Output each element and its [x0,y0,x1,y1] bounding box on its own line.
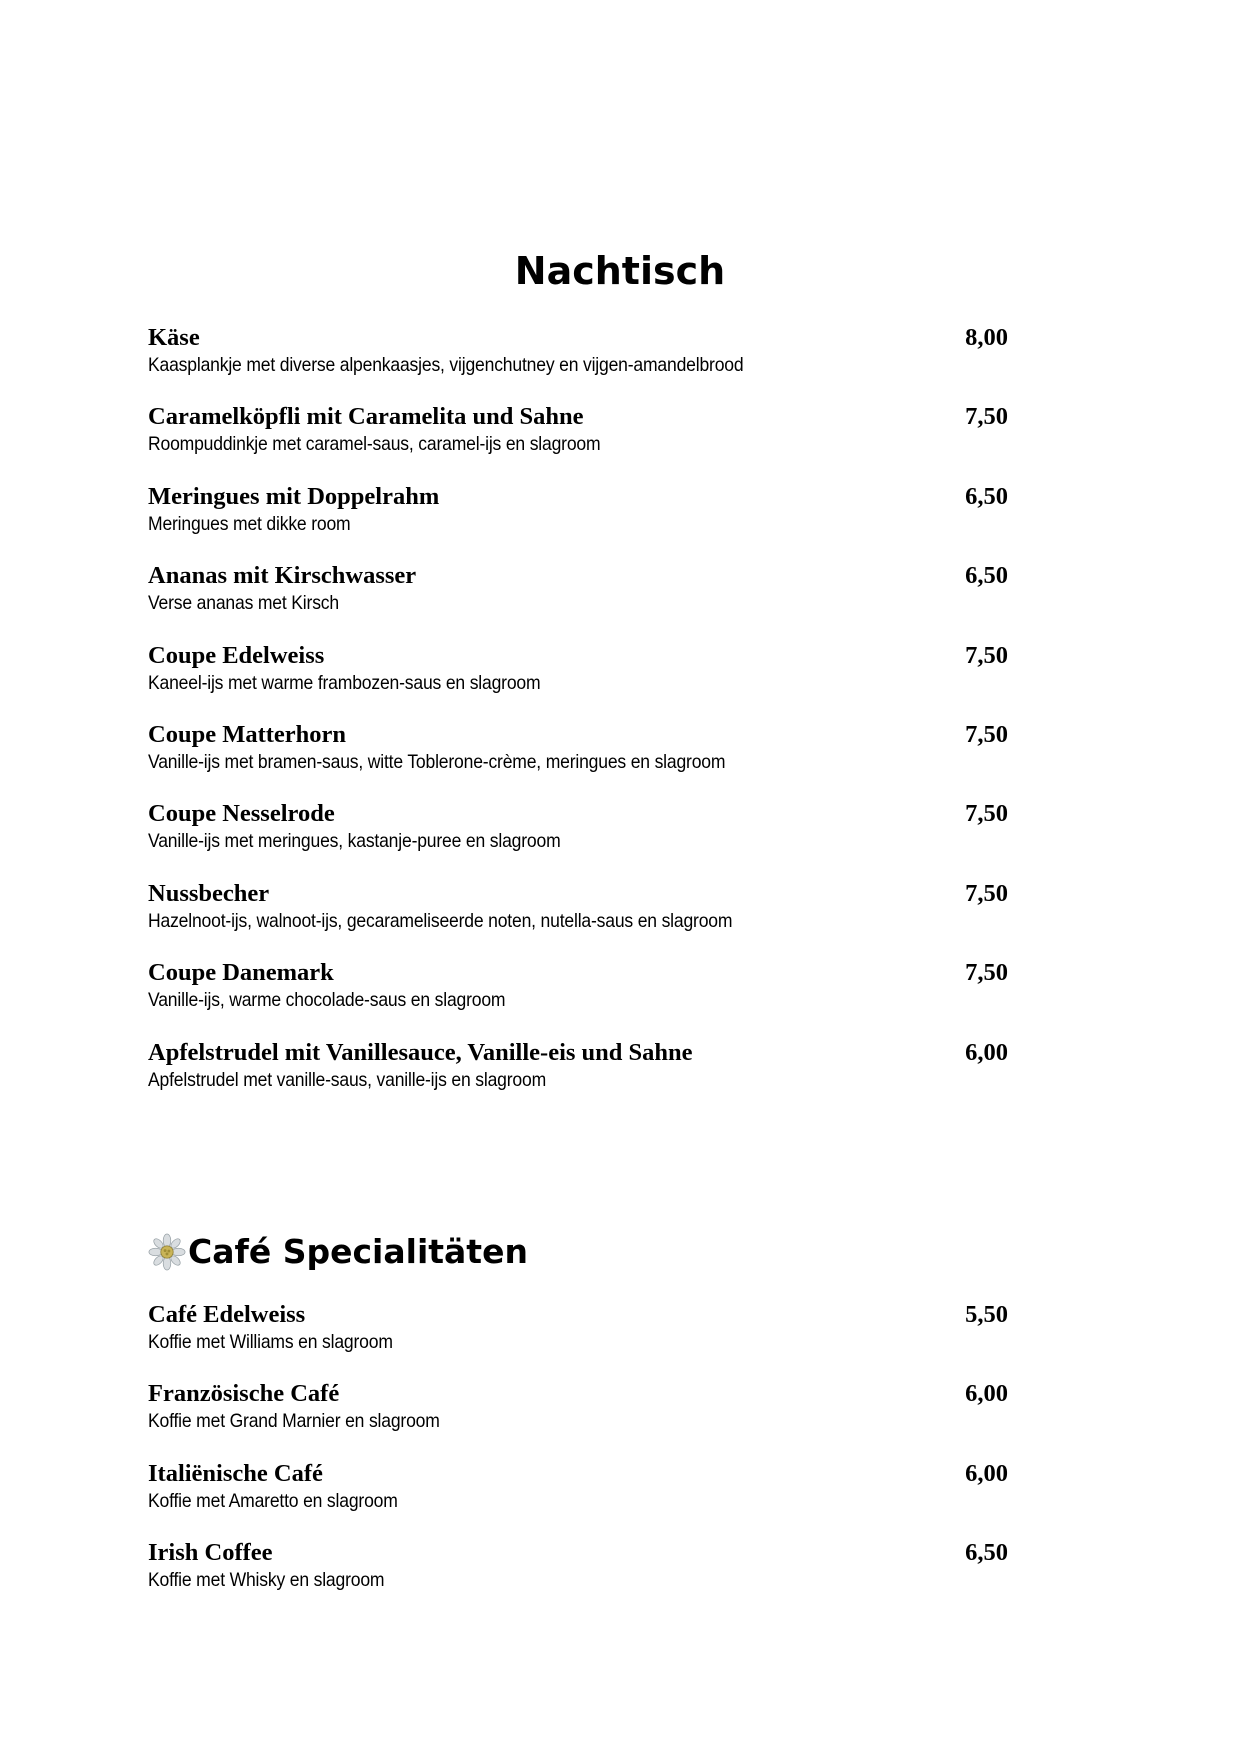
item-name: Französische Café [148,1380,340,1408]
item-description: Roompuddinkje met caramel-saus, caramel-ijs en slagroom [148,433,601,456]
item-description: Koffie met Grand Marnier en slagroom [148,1410,440,1433]
menu-list-nachtisch [148,323,1008,1117]
menu-item [148,323,1008,402]
item-price: 7,50 [965,403,1008,431]
menu-item [148,799,1008,878]
menu-item [148,482,1008,561]
menu-list-cafe [148,1300,1008,1618]
item-name: Nussbecher [148,879,270,907]
menu-item [148,1300,1008,1379]
menu-item [148,1038,1008,1117]
item-description: Verse ananas met Kirsch [148,592,339,615]
menu-item [148,958,1008,1037]
menu-item [148,879,1008,958]
item-price: 6,50 [965,562,1008,590]
section-title-cafe-text: Café Specialitäten [188,1232,528,1271]
menu-item [148,1538,1008,1617]
item-description: Vanille-ijs met meringues, kastanje-puree en slagroom [148,830,561,853]
menu-item [148,720,1008,799]
item-description: Koffie met Williams en slagroom [148,1331,393,1353]
item-description: Kaneel-ijs met warme frambozen-saus en slagroom [148,671,541,694]
menu-item [148,641,1008,720]
item-price: 5,50 [965,1301,1008,1328]
item-name: Italiënische Café [148,1459,323,1487]
item-price: 6,50 [965,482,1008,510]
item-price: 7,50 [965,879,1008,907]
item-name: Ananas mit Kirschwasser [148,562,417,590]
item-price: 7,50 [965,720,1008,748]
item-description: Vanille-ijs met bramen-saus, witte Toblerone-crème, meringues en slagroom [148,750,726,773]
menu-item [148,1459,1008,1538]
item-description: Apfelstrudel met vanille-saus, vanille-ijs en slagroom [148,1068,547,1091]
item-price: 7,50 [965,800,1008,828]
item-description: Vanille-ijs, warme chocolade-saus en slagroom [148,989,506,1012]
item-price: 8,00 [965,324,1008,351]
item-description: Hazelnoot-ijs, walnoot-ijs, gecarameliseerde noten, nutella-saus en slagroom [148,909,733,932]
item-name: Meringues mit Doppelrahm [148,482,440,510]
section-title-nachtisch: Nachtisch [514,249,726,293]
item-name: Käse [148,324,200,351]
item-name: Coupe Nesselrode [148,800,335,828]
menu-item [148,1379,1008,1458]
item-name: Coupe Matterhorn [148,720,347,748]
item-price: 7,50 [965,959,1008,987]
section-title-cafe [148,1229,528,1275]
item-name: Apfelstrudel mit Vanillesauce, Vanille-eis und Sahne [148,1038,693,1066]
item-name: Café Edelweiss [148,1301,306,1328]
item-price: 6,50 [965,1539,1008,1567]
item-description: Meringues met dikke room [148,512,351,535]
menu-item [148,561,1008,640]
item-name: Coupe Edelweiss [148,641,325,669]
edelweiss-icon [148,1233,186,1271]
item-description: Koffie met Amaretto en slagroom [148,1489,398,1512]
item-price: 6,00 [965,1038,1008,1066]
item-name: Irish Coffee [148,1539,273,1567]
item-name: Caramelköpfli mit Caramelita und Sahne [148,403,584,431]
item-name: Coupe Danemark [148,959,334,987]
menu-item [148,402,1008,481]
item-price: 7,50 [965,641,1008,669]
item-description: Kaasplankje met diverse alpenkaasjes, vijgenchutney en vijgen-amandelbrood [148,354,744,376]
item-description: Koffie met Whisky en slagroom [148,1569,385,1592]
item-price: 6,00 [965,1380,1008,1408]
item-price: 6,00 [965,1459,1008,1487]
